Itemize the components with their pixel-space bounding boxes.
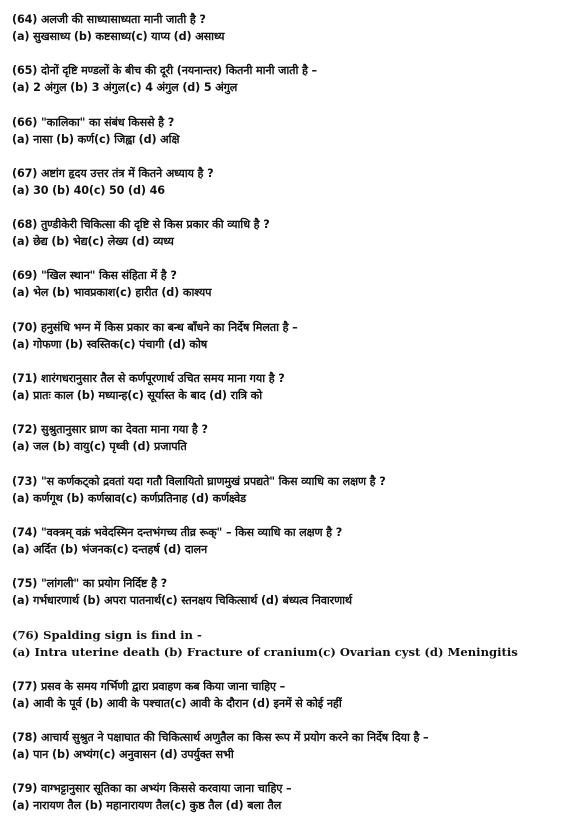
answer-options: (a) भेल (b) भावप्रकाश(c) हारीत (d) काश्यप [12, 286, 212, 300]
question-text: (66) "कालिका" का संबंध किससे है ? [12, 115, 175, 129]
question-text: (73) "स कर्णकट्को द्रवतां यदा गतौ विलायितो घ्राणमुखं प्रपद्यते" किस व्याधि का लक्षण है ? [12, 474, 386, 488]
question-text: (76) Spalding sign is find in - [12, 627, 202, 642]
answer-options: (a) नारायण तैल (b) महानारायण तैल(c) कुष्ठ तैल (d) बला तैल [12, 799, 282, 813]
question-item-76 [12, 627, 577, 678]
question-text: (77) प्रसव के समय गर्भिणी द्वारा प्रवाहण कब किया जाना चाहिए – [12, 679, 286, 693]
question-text: (75) "लांगली" का प्रयोग निर्दिष्ट है ? [12, 577, 167, 591]
question-text: (65) दोनों दृष्टि मण्डलों के बीच की दूरी (नयनान्तर) कितनी मानी जाती है – [12, 64, 318, 78]
question-text: (64) अलजी की साध्यासाध्यता मानी जाती है ? [12, 13, 206, 26]
question-item-72 [12, 421, 577, 472]
question-item-73 [12, 473, 577, 524]
question-item-77 [12, 678, 577, 729]
answer-options: (a) Intra uterine death (b) Fracture of cranium(c) Ovarian cyst (d) Meningitis [12, 644, 518, 659]
answer-options: (a) नासा (b) कर्ण(c) जिह्वा (d) अक्षि [12, 132, 180, 146]
question-item-64 [12, 11, 577, 62]
question-item-75 [12, 575, 577, 626]
question-text: (69) "खिल स्थान" किस संहिता में है ? [12, 269, 177, 283]
answer-options: (a) गोफणा (b) स्वस्तिक(c) पंचागी (d) कोष [12, 337, 208, 351]
answer-options: (a) जल (b) वायु(c) पृथ्वी (d) प्रजापति [12, 440, 187, 454]
question-text: (67) अष्टांग हृदय उत्तर तंत्र में कितने अध्याय है ? [12, 166, 214, 180]
question-item-70 [12, 319, 577, 370]
question-item-74 [12, 524, 577, 575]
answer-options: (a) सुखसाध्य (b) कष्टसाध्य(c) याप्य (d) असाध्य [12, 30, 225, 43]
answer-options: (a) छेद्य (b) भेद्य(c) लेख्य (d) व्यध्य [12, 235, 174, 249]
question-item-78 [12, 729, 577, 780]
answer-options: (a) गर्भधारणार्थ (b) अपरा पातनार्थ(c) स्तनक्षय चिकित्सार्थ (d) बंध्यत्व निवारणार्थ [12, 594, 352, 608]
answer-options: (a) अर्दित (b) भंजनक(c) दन्तहर्ष (d) दालन [12, 542, 208, 556]
question-text: (72) सुश्रुतानुसार घ्राण का देवता माना गया है ? [12, 423, 208, 437]
question-text: (71) शारंगधरानुसार तैल से कर्णपूरणार्थ उचित समय माना गया है ? [12, 372, 285, 386]
question-item-66 [12, 114, 577, 165]
question-item-79 [12, 780, 577, 831]
answer-options: (a) 2 अंगुल (b) 3 अंगुल(c) 4 अंगुल (d) 5 अंगुल [12, 81, 238, 95]
question-item-69 [12, 267, 577, 318]
question-item-71 [12, 370, 577, 421]
answer-options: (a) कर्णगूथ (b) कर्णस्राव(c) कर्णप्रतिनाह (d) कर्णक्ष्वेड [12, 491, 246, 505]
question-text: (79) वाग्भट्टानुसार सूतिका का अभ्यंग किससे करवाया जाना चाहिए – [12, 782, 292, 796]
question-item-68 [12, 216, 577, 267]
question-text: (78) आचार्य सुश्रुत ने पक्षाघात की चिकित्सार्थ अणुतैल का किस रूप में प्रयोग करने का निर्देष दिया है – [12, 731, 429, 745]
question-item-65 [12, 62, 577, 113]
question-text: (68) तुण्डीकेरी चिकित्सा की दृष्टि से किस प्रकार की व्याधि है ? [12, 218, 270, 232]
question-text: (70) हनुसंधि भग्न में किस प्रकार का बन्ध बाँधने का निर्देष मिलता है – [12, 320, 298, 334]
answer-options: (a) पान (b) अभ्यंग(c) अनुवासन (d) उपर्युक्त सभी [12, 748, 234, 762]
answer-options: (a) प्रातः काल (b) मध्यान्ह(c) सूर्यास्त के बाद (d) रात्रि को [12, 389, 262, 403]
answer-options: (a) 30 (b) 40(c) 50 (d) 46 [12, 183, 165, 197]
question-text: (74) "वक्त्रम् वक्रं भवेदस्मिन दन्तभंगच्य तीव्र रूक्" – किस व्याधि का लक्षण है ? [12, 525, 343, 539]
answer-options: (a) आवी के पूर्व (b) आवी के पश्चात(c) आवी के दौरान (d) इनमें से कोई नहीं [12, 696, 342, 710]
question-item-67 [12, 165, 577, 216]
